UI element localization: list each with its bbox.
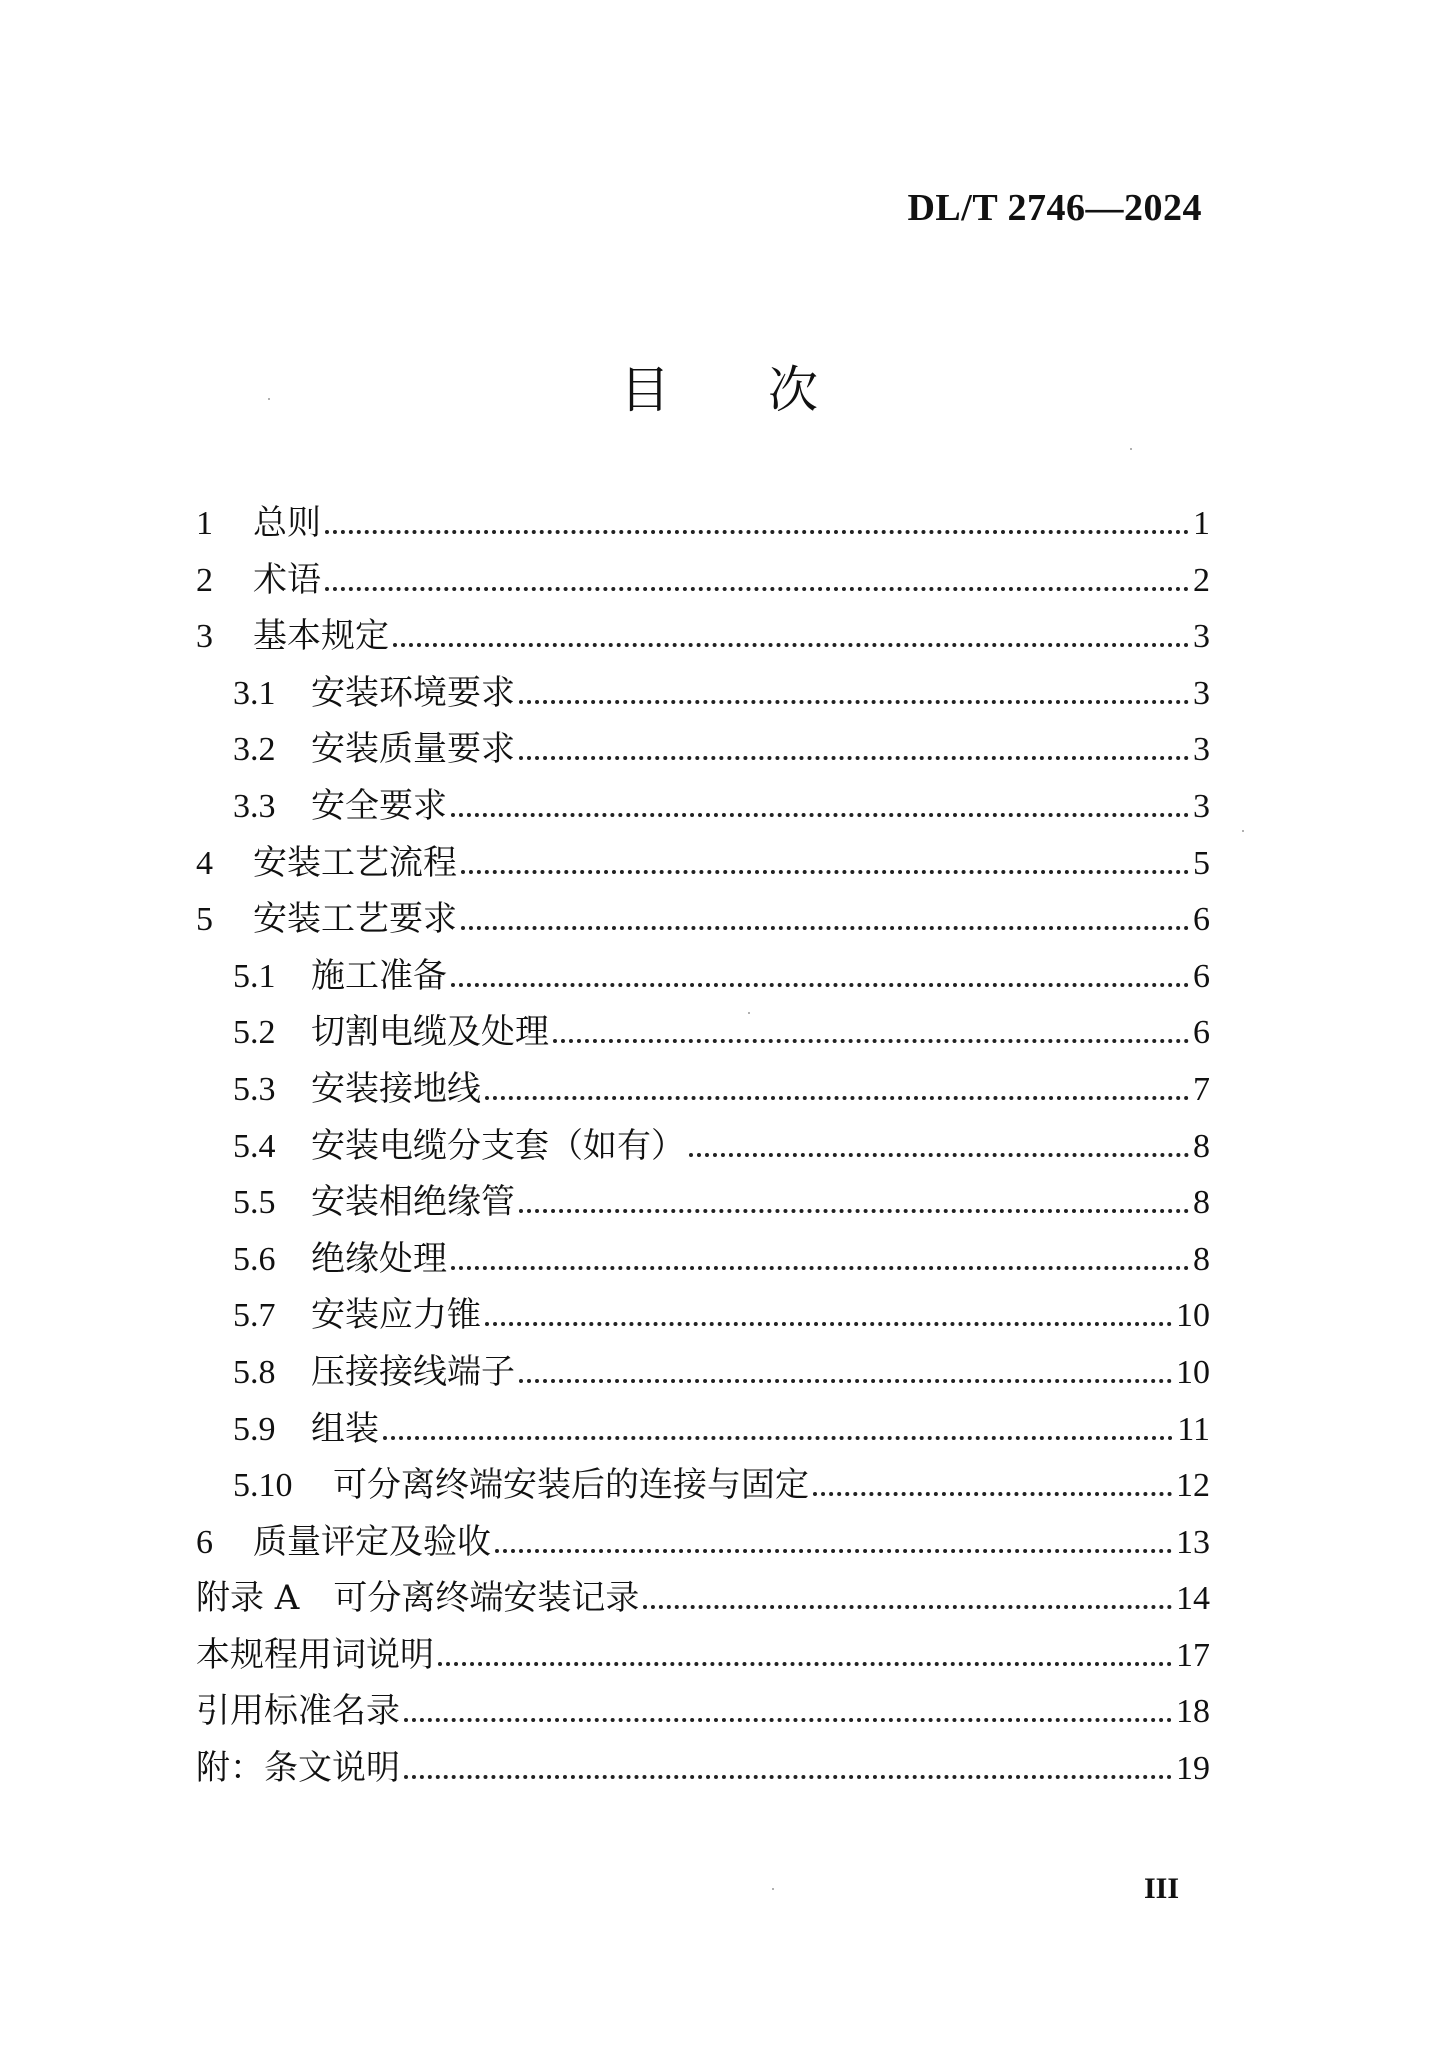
toc-entry-page: 18: [1176, 1693, 1210, 1731]
toc-entry-page: 6: [1193, 1014, 1210, 1052]
dot-leader: [451, 1266, 1189, 1270]
toc-entry-page: 1: [1193, 505, 1210, 542]
toc-entry[interactable]: [196, 1061, 1210, 1118]
scan-speck: [748, 1012, 750, 1014]
toc-entry-label: 组装: [311, 1408, 379, 1449]
dot-leader: [519, 1209, 1189, 1213]
toc-entry[interactable]: [196, 891, 1210, 948]
toc-entry-page: 11: [1177, 1410, 1210, 1448]
toc-entry-number: 5: [196, 901, 213, 939]
toc-entry-page: 3: [1193, 618, 1210, 656]
page-number: III: [1143, 1872, 1179, 1905]
toc-entry[interactable]: [196, 1287, 1210, 1344]
toc-entry-label: 安装质量要求: [311, 729, 515, 770]
toc-entry-number: 5.3: [233, 1070, 276, 1108]
dot-leader: [519, 700, 1189, 704]
toc-entry-appendix[interactable]: [196, 1627, 1210, 1684]
toc-entry-number: 5.1: [233, 957, 276, 995]
toc-entry-page: 13: [1176, 1523, 1210, 1561]
toc-entry-number: 3.2: [233, 731, 276, 769]
toc-entry-number: 5.2: [233, 1014, 276, 1052]
toc-entry-page: 7: [1193, 1070, 1210, 1108]
toc-entry-label: 引用标准名录: [196, 1691, 400, 1732]
toc-entry[interactable]: [196, 1344, 1210, 1401]
toc-entry-page: 3: [1193, 674, 1210, 712]
toc-entry-number: 6: [196, 1523, 213, 1561]
toc-entry[interactable]: [196, 1457, 1210, 1514]
toc-entry-label: 总则: [253, 503, 321, 543]
toc-entry-number: 5.5: [233, 1184, 276, 1222]
toc-entry-number: 2: [196, 561, 213, 599]
toc-entry-page: 10: [1176, 1297, 1210, 1335]
dot-leader: [813, 1492, 1172, 1496]
toc-entry[interactable]: [196, 1174, 1210, 1231]
dot-leader: [461, 870, 1189, 874]
toc-entry-number: 3.1: [233, 674, 276, 712]
toc-entry-page: 5: [1193, 844, 1210, 882]
dot-leader: [519, 1379, 1172, 1383]
toc-entry[interactable]: [196, 552, 1210, 609]
dot-leader: [404, 1775, 1172, 1779]
dot-leader: [519, 756, 1189, 760]
scan-speck: [268, 398, 270, 400]
toc-entry-appendix[interactable]: [196, 1740, 1210, 1797]
toc-entry-page: 10: [1176, 1353, 1210, 1391]
dot-leader: [553, 1039, 1189, 1043]
toc-entry-number: 3.3: [233, 787, 276, 825]
toc-entry-label: 本规程用词说明: [196, 1634, 434, 1675]
dot-leader: [451, 813, 1189, 817]
standard-code: DL/T 2746—2024: [907, 187, 1202, 229]
toc-entry-page: 2: [1193, 561, 1210, 599]
toc-entry-label: 安装环境要求: [311, 672, 515, 713]
toc-entry-label: 切割电缆及处理: [311, 1012, 549, 1053]
dot-leader: [325, 530, 1189, 534]
toc-entry-page: 6: [1193, 957, 1210, 995]
toc-entry-appendix[interactable]: [196, 1683, 1210, 1740]
toc-entry-number: 5.4: [233, 1127, 276, 1165]
toc-entry-label: 安全要求: [311, 785, 447, 826]
scan-speck: [772, 1888, 774, 1890]
toc-entry-label: 安装接地线: [311, 1068, 481, 1109]
toc-entry[interactable]: [196, 665, 1210, 722]
toc-entry-page: 8: [1193, 1184, 1210, 1222]
dot-leader: [643, 1605, 1172, 1609]
toc-entry-number: 5.8: [233, 1353, 276, 1391]
toc-entry-page: 17: [1176, 1636, 1210, 1674]
toc-entry[interactable]: [196, 1118, 1210, 1175]
toc-entry[interactable]: [196, 1514, 1210, 1571]
toc-entry[interactable]: [196, 778, 1210, 835]
toc-entry-label: 安装应力锥: [311, 1295, 481, 1336]
toc-entry-page: 19: [1176, 1750, 1210, 1788]
toc-entry[interactable]: [196, 948, 1210, 1005]
dot-leader: [485, 1322, 1172, 1326]
toc-entry[interactable]: [196, 608, 1210, 665]
toc-entry-page: 3: [1193, 731, 1210, 769]
toc-entry-label: 安装工艺要求: [253, 899, 457, 940]
toc-entry[interactable]: [196, 1231, 1210, 1288]
toc-entry[interactable]: [196, 495, 1210, 552]
toc-entry-number: 3: [196, 618, 213, 656]
dot-leader: [451, 983, 1189, 987]
title-char-2: 次: [768, 361, 818, 419]
scan-speck: [1242, 830, 1244, 832]
toc-entry[interactable]: [196, 1401, 1210, 1458]
dot-leader: [485, 1096, 1189, 1100]
toc-entry-label: 术语: [253, 559, 321, 600]
toc-entry-appendix[interactable]: [196, 1570, 1210, 1627]
toc-entry-page: 8: [1193, 1127, 1210, 1165]
toc-entry-page: 14: [1176, 1580, 1210, 1618]
scan-speck: [1130, 448, 1132, 450]
toc-entry-label: 可分离终端安装后的连接与固定: [333, 1465, 809, 1506]
toc-entry-page: 8: [1193, 1240, 1210, 1278]
toc-entry-number: 1: [196, 505, 213, 542]
toc-entry-label: 附：条文说明: [196, 1748, 400, 1789]
dot-leader: [438, 1662, 1172, 1666]
dot-leader: [461, 926, 1189, 930]
page-title: [0, 350, 1438, 422]
toc-entry-number: 4: [196, 844, 213, 882]
toc-entry-label: 安装电缆分支套（如有）: [311, 1125, 685, 1166]
toc-entry-label: 质量评定及验收: [253, 1521, 491, 1562]
toc-entry[interactable]: [196, 721, 1210, 778]
toc-entry[interactable]: [196, 1004, 1210, 1061]
toc-entry-label: 施工准备: [311, 955, 447, 996]
toc-entry[interactable]: [196, 835, 1210, 892]
toc-entry-label: 基本规定: [253, 616, 389, 657]
toc-entry-number: 5.7: [233, 1297, 276, 1335]
dot-leader: [495, 1549, 1172, 1553]
toc-entry-label: 安装相绝缘管: [311, 1182, 515, 1223]
toc-entry-label: 附录 A 可分离终端安装记录: [196, 1578, 640, 1619]
dot-leader: [689, 1153, 1189, 1157]
title-char-1: 目: [620, 361, 670, 419]
toc-entry-number: 5.6: [233, 1240, 276, 1278]
toc-entry-page: 12: [1176, 1467, 1210, 1505]
dot-leader: [383, 1436, 1173, 1440]
toc-entry-number: 5.9: [233, 1410, 276, 1448]
toc-entry-label: 绝缘处理: [311, 1238, 447, 1279]
toc-entry-label: 安装工艺流程: [253, 842, 457, 883]
dot-leader: [325, 587, 1189, 591]
toc-entry-page: 3: [1193, 787, 1210, 825]
toc-entry-page: 6: [1193, 901, 1210, 939]
toc-entry-label: 压接接线端子: [311, 1351, 515, 1392]
dot-leader: [404, 1718, 1172, 1722]
table-of-contents: [196, 495, 1210, 1797]
dot-leader: [393, 643, 1189, 647]
toc-entry-number: 5.10: [233, 1467, 293, 1505]
